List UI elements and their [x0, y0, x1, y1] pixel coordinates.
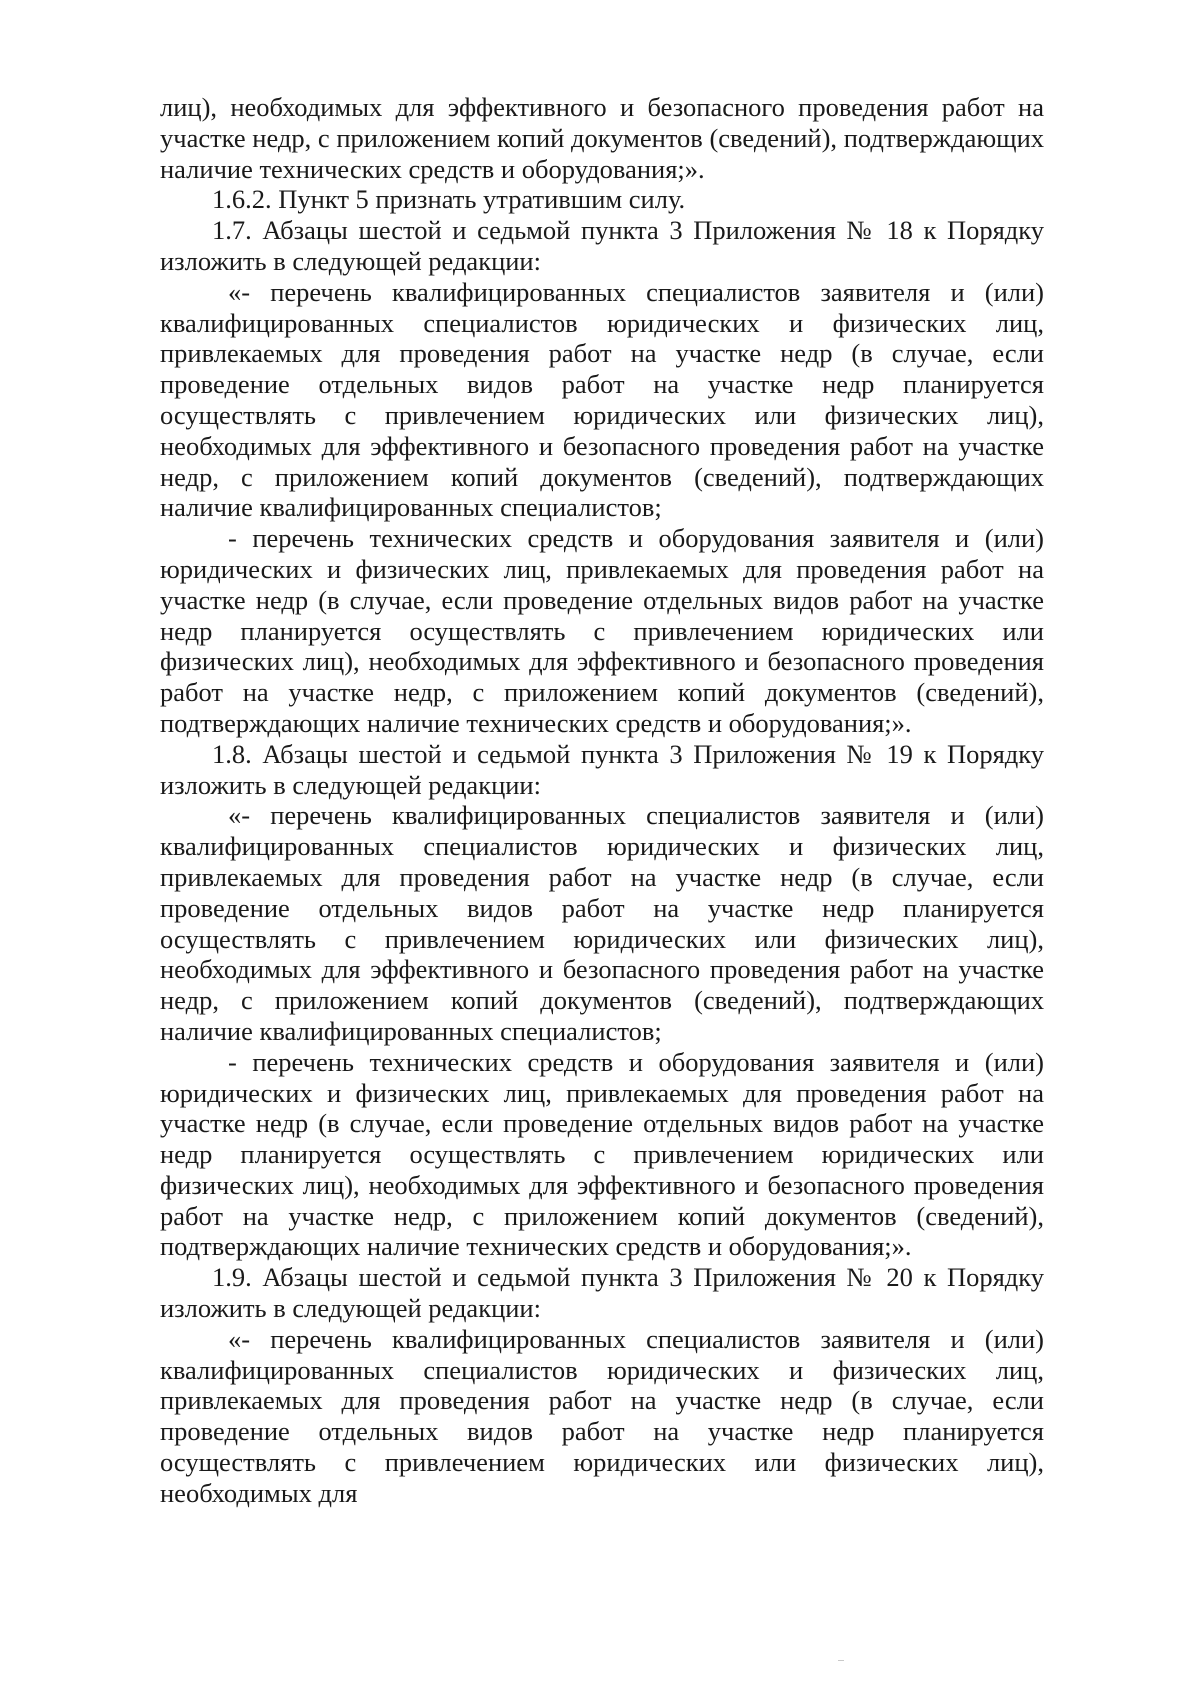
paragraph-continuation: лиц), необходимых для эффективного и безопасного проведения работ на участке недр, с приложением копий документов (сведений), подтверждающих наличие технических средств и оборудования;».	[160, 92, 1044, 184]
document-body	[160, 92, 1044, 1509]
scan-speck	[838, 1660, 844, 1661]
paragraph-specialists-list-18: «- перечень квалифицированных специалистов заявителя и (или) квалифицированных специалистов юридических и физических лиц, привлекаемых для проведения работ на участке недр (в случае, если проведение отдельных видов работ на участке недр планируется осуществлять с привлечением юридических или физических лиц), необходимых для эффективного и безопасного проведения работ на участке недр, с приложением копий документов (сведений), подтверждающих наличие квалифицированных специалистов;	[160, 276, 1044, 523]
paragraph-item-1-9: 1.9. Абзацы шестой и седьмой пункта 3 Приложения № 20 к Порядку изложить в следующей редакции:	[160, 1262, 1044, 1324]
paragraph-item-1-8: 1.8. Абзацы шестой и седьмой пункта 3 Приложения № 19 к Порядку изложить в следующей редакции:	[160, 738, 1044, 800]
paragraph-specialists-list-20: «- перечень квалифицированных специалистов заявителя и (или) квалифицированных специалистов юридических и физических лиц, привлекаемых для проведения работ на участке недр (в случае, если проведение отдельных видов работ на участке недр планируется осуществлять с привлечением юридических или физических лиц), необходимых для	[160, 1323, 1044, 1508]
paragraph-specialists-list-19: «- перечень квалифицированных специалистов заявителя и (или) квалифицированных специалистов юридических и физических лиц, привлекаемых для проведения работ на участке недр (в случае, если проведение отдельных видов работ на участке недр планируется осуществлять с привлечением юридических или физических лиц), необходимых для эффективного и безопасного проведения работ на участке недр, с приложением копий документов (сведений), подтверждающих наличие квалифицированных специалистов;	[160, 800, 1044, 1046]
paragraph-equipment-list-19: - перечень технических средств и оборудования заявителя и (или) юридических и физических лиц, привлекаемых для проведения работ на участке недр (в случае, если проведение отдельных видов работ на участке недр планируется осуществлять с привлечением юридических или физических лиц), необходимых для эффективного и безопасного проведения работ на участке недр, с приложением копий документов (сведений), подтверждающих наличие технических средств и оборудования;».	[160, 1046, 1044, 1262]
paragraph-equipment-list-18: - перечень технических средств и оборудования заявителя и (или) юридических и физических лиц, привлекаемых для проведения работ на участке недр (в случае, если проведение отдельных видов работ на участке недр планируется осуществлять с привлечением юридических или физических лиц), необходимых для эффективного и безопасного проведения работ на участке недр, с приложением копий документов (сведений), подтверждающих наличие технических средств и оборудования;».	[160, 523, 1044, 738]
paragraph-item-1-7: 1.7. Абзацы шестой и седьмой пункта 3 Приложения № 18 к Порядку изложить в следующей редакции:	[160, 215, 1044, 276]
paragraph-item-1-6-2: 1.6.2. Пункт 5 признать утратившим силу.	[212, 184, 686, 215]
